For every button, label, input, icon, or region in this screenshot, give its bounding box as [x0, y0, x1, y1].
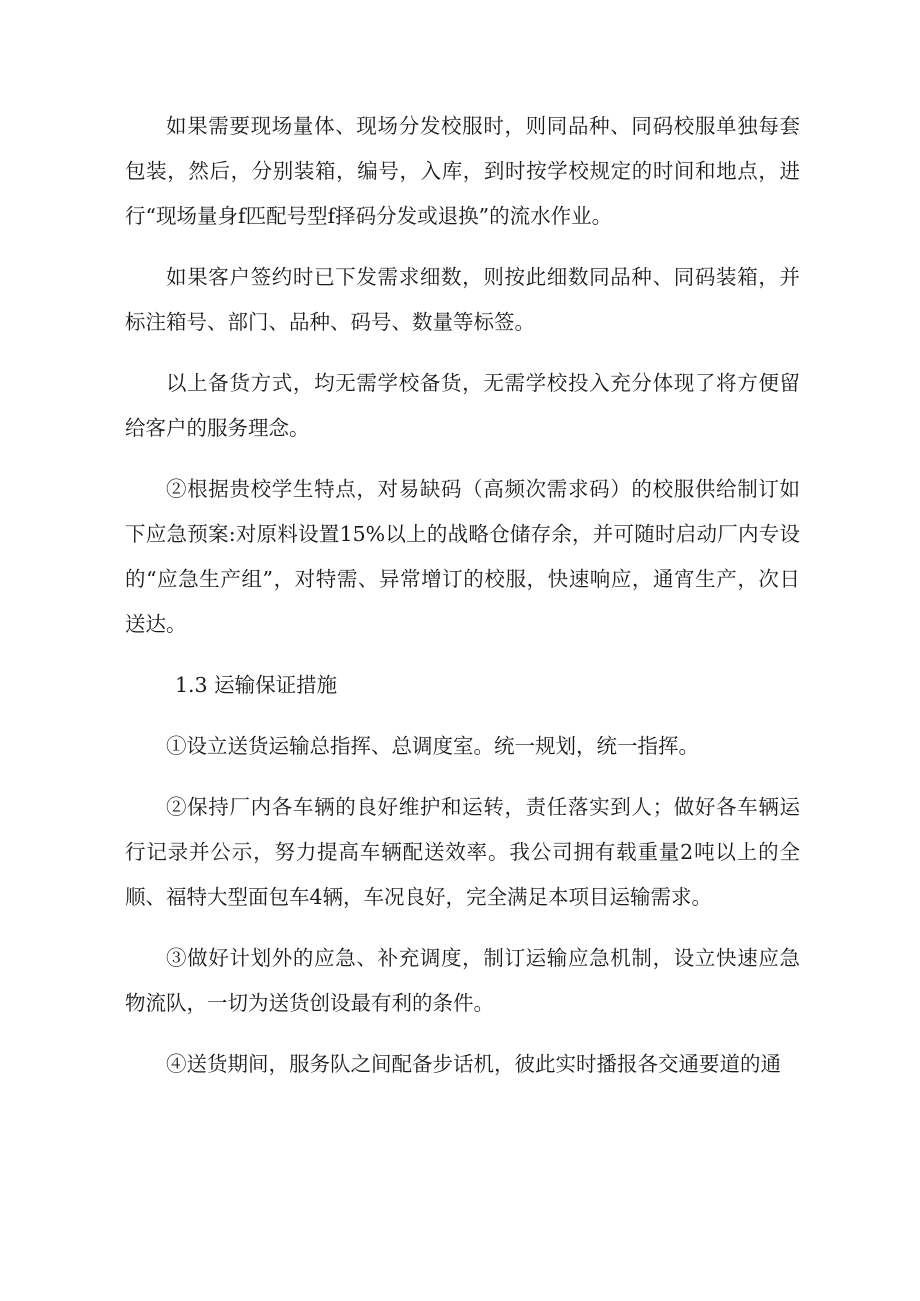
paragraph-order-details: 如果客户签约时已下发需求细数，则按此细数同品种、同码装箱，并标注箱号、部门、品种、码号、数量等标签。 [125, 265, 800, 334]
document-body [125, 104, 800, 1103]
list-item-command: ①设立送货运输总指挥、总调度室。统一规划，统一指挥。 [166, 734, 699, 758]
section-heading: 1.3 运输保证措施 [175, 673, 338, 697]
list-item-contingency: ③做好计划外的应急、补充调度，制订运输应急机制，设立快速应急物流队，一切为送货创设最有利的条件。 [125, 946, 800, 1015]
list-item-vehicles: ②保持厂内各车辆的良好维护和运转，责任落实到人；做好各车辆运行记录并公示，努力提高车辆配送效率。我公司拥有载重量2吨以上的全顺、福特大型面包车4辆，车况良好，完全满足本项目运输需求。 [125, 795, 800, 909]
paragraph-service-concept: 以上备货方式，均无需学校备货，无需学校投入充分体现了将方便留给客户的服务理念。 [125, 371, 800, 440]
list-item-radio: ④送货期间，服务队之间配备步话机，彼此实时播报各交通要道的通 [166, 1052, 781, 1076]
paragraph-onsite-distribution: 如果需要现场量体、现场分发校服时，则同品种、同码校服单独每套包装，然后，分别装箱，编号，入库，到时按学校规定的时间和地点，进行“现场量身f匹配号型f择码分发或退换”的流水作业。 [125, 114, 800, 228]
paragraph-emergency-plan: ②根据贵校学生特点，对易缺码（高频次需求码）的校服供给制订如下应急预案:对原料设置15%以上的战略仓储存余，并可随时启动厂内专设的“应急生产组”，对特需、异常增订的校服，快速响应，通宵生产，次日送达。 [125, 477, 800, 636]
